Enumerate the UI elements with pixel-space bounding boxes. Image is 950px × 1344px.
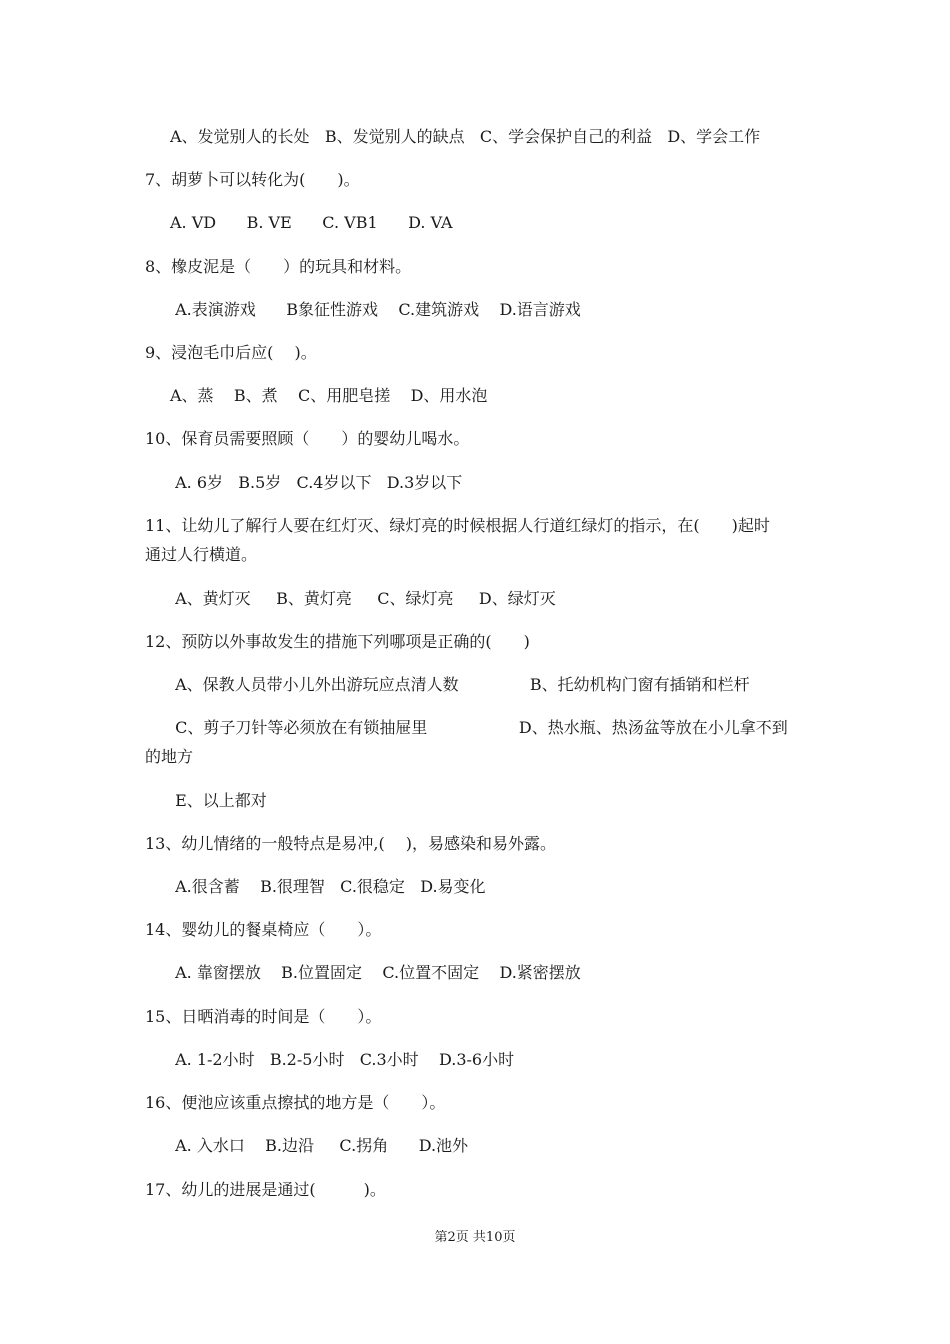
question-line: 的地方 [145, 747, 194, 766]
page-footer: 第2页 共10页 [434, 1230, 516, 1245]
option-line: A. 1-2小时 B.2-5小时 C.3小时 D.3-6小时 [170, 1050, 515, 1069]
option-line: C、剪子刀针等必须放在有锁抽屉里 D、热水瓶、热汤盆等放在小儿拿不到 [170, 718, 788, 737]
option-line: A. VD B. VE C. VB1 D. VA [170, 213, 453, 232]
question-line: 14、婴幼儿的餐桌椅应（ ）。 [145, 920, 382, 939]
option-line: A. 6岁 B.5岁 C.4岁以下 D.3岁以下 [170, 473, 463, 492]
question-line: 17、幼儿的进展是通过( )。 [145, 1180, 386, 1199]
question-line: 9、浸泡毛巾后应( )。 [145, 343, 317, 362]
option-line: A.很含蓄 B.很理智 C.很稳定 D.易变化 [170, 877, 486, 896]
question-line: 通过人行横道。 [145, 545, 258, 564]
question-line: 11、让幼儿了解行人要在红灯灭、绿灯亮的时候根据人行道红绿灯的指示，在( )起时 [145, 516, 770, 535]
option-line: A、发觉别人的长处 B、发觉别人的缺点 C、学会保护自己的利益 D、学会工作 [170, 127, 761, 146]
option-line: A. 靠窗摆放 B.位置固定 C.位置不固定 D.紧密摆放 [170, 963, 581, 982]
question-line: 16、便池应该重点擦拭的地方是（ ）。 [145, 1093, 446, 1112]
question-line: 15、日晒消毒的时间是（ ）。 [145, 1007, 382, 1026]
question-line: 7、胡萝卜可以转化为( )。 [145, 170, 360, 189]
question-line: 8、橡皮泥是（ ）的玩具和材料。 [145, 257, 412, 276]
question-line: 12、预防以外事故发生的措施下列哪项是正确的( ) [145, 632, 530, 651]
question-line: 10、保育员需要照顾（ ）的婴幼儿喝水。 [145, 429, 470, 448]
option-line: A.表演游戏 B象征性游戏 C.建筑游戏 D.语言游戏 [170, 300, 581, 319]
option-line: A、保教人员带小儿外出游玩应点清人数 B、托幼机构门窗有插销和栏杆 [170, 675, 750, 694]
option-line: A、黄灯灭 B、黄灯亮 C、绿灯亮 D、绿灯灭 [170, 589, 556, 608]
option-line: A、蒸 B、煮 C、用肥皂搓 D、用水泡 [170, 386, 488, 405]
option-line: A. 入水口 B.边沿 C.拐角 D.池外 [170, 1136, 469, 1155]
question-line: 13、幼儿情绪的一般特点是易冲,( )，易感染和易外露。 [145, 834, 557, 853]
option-line: E、以上都对 [170, 791, 267, 810]
